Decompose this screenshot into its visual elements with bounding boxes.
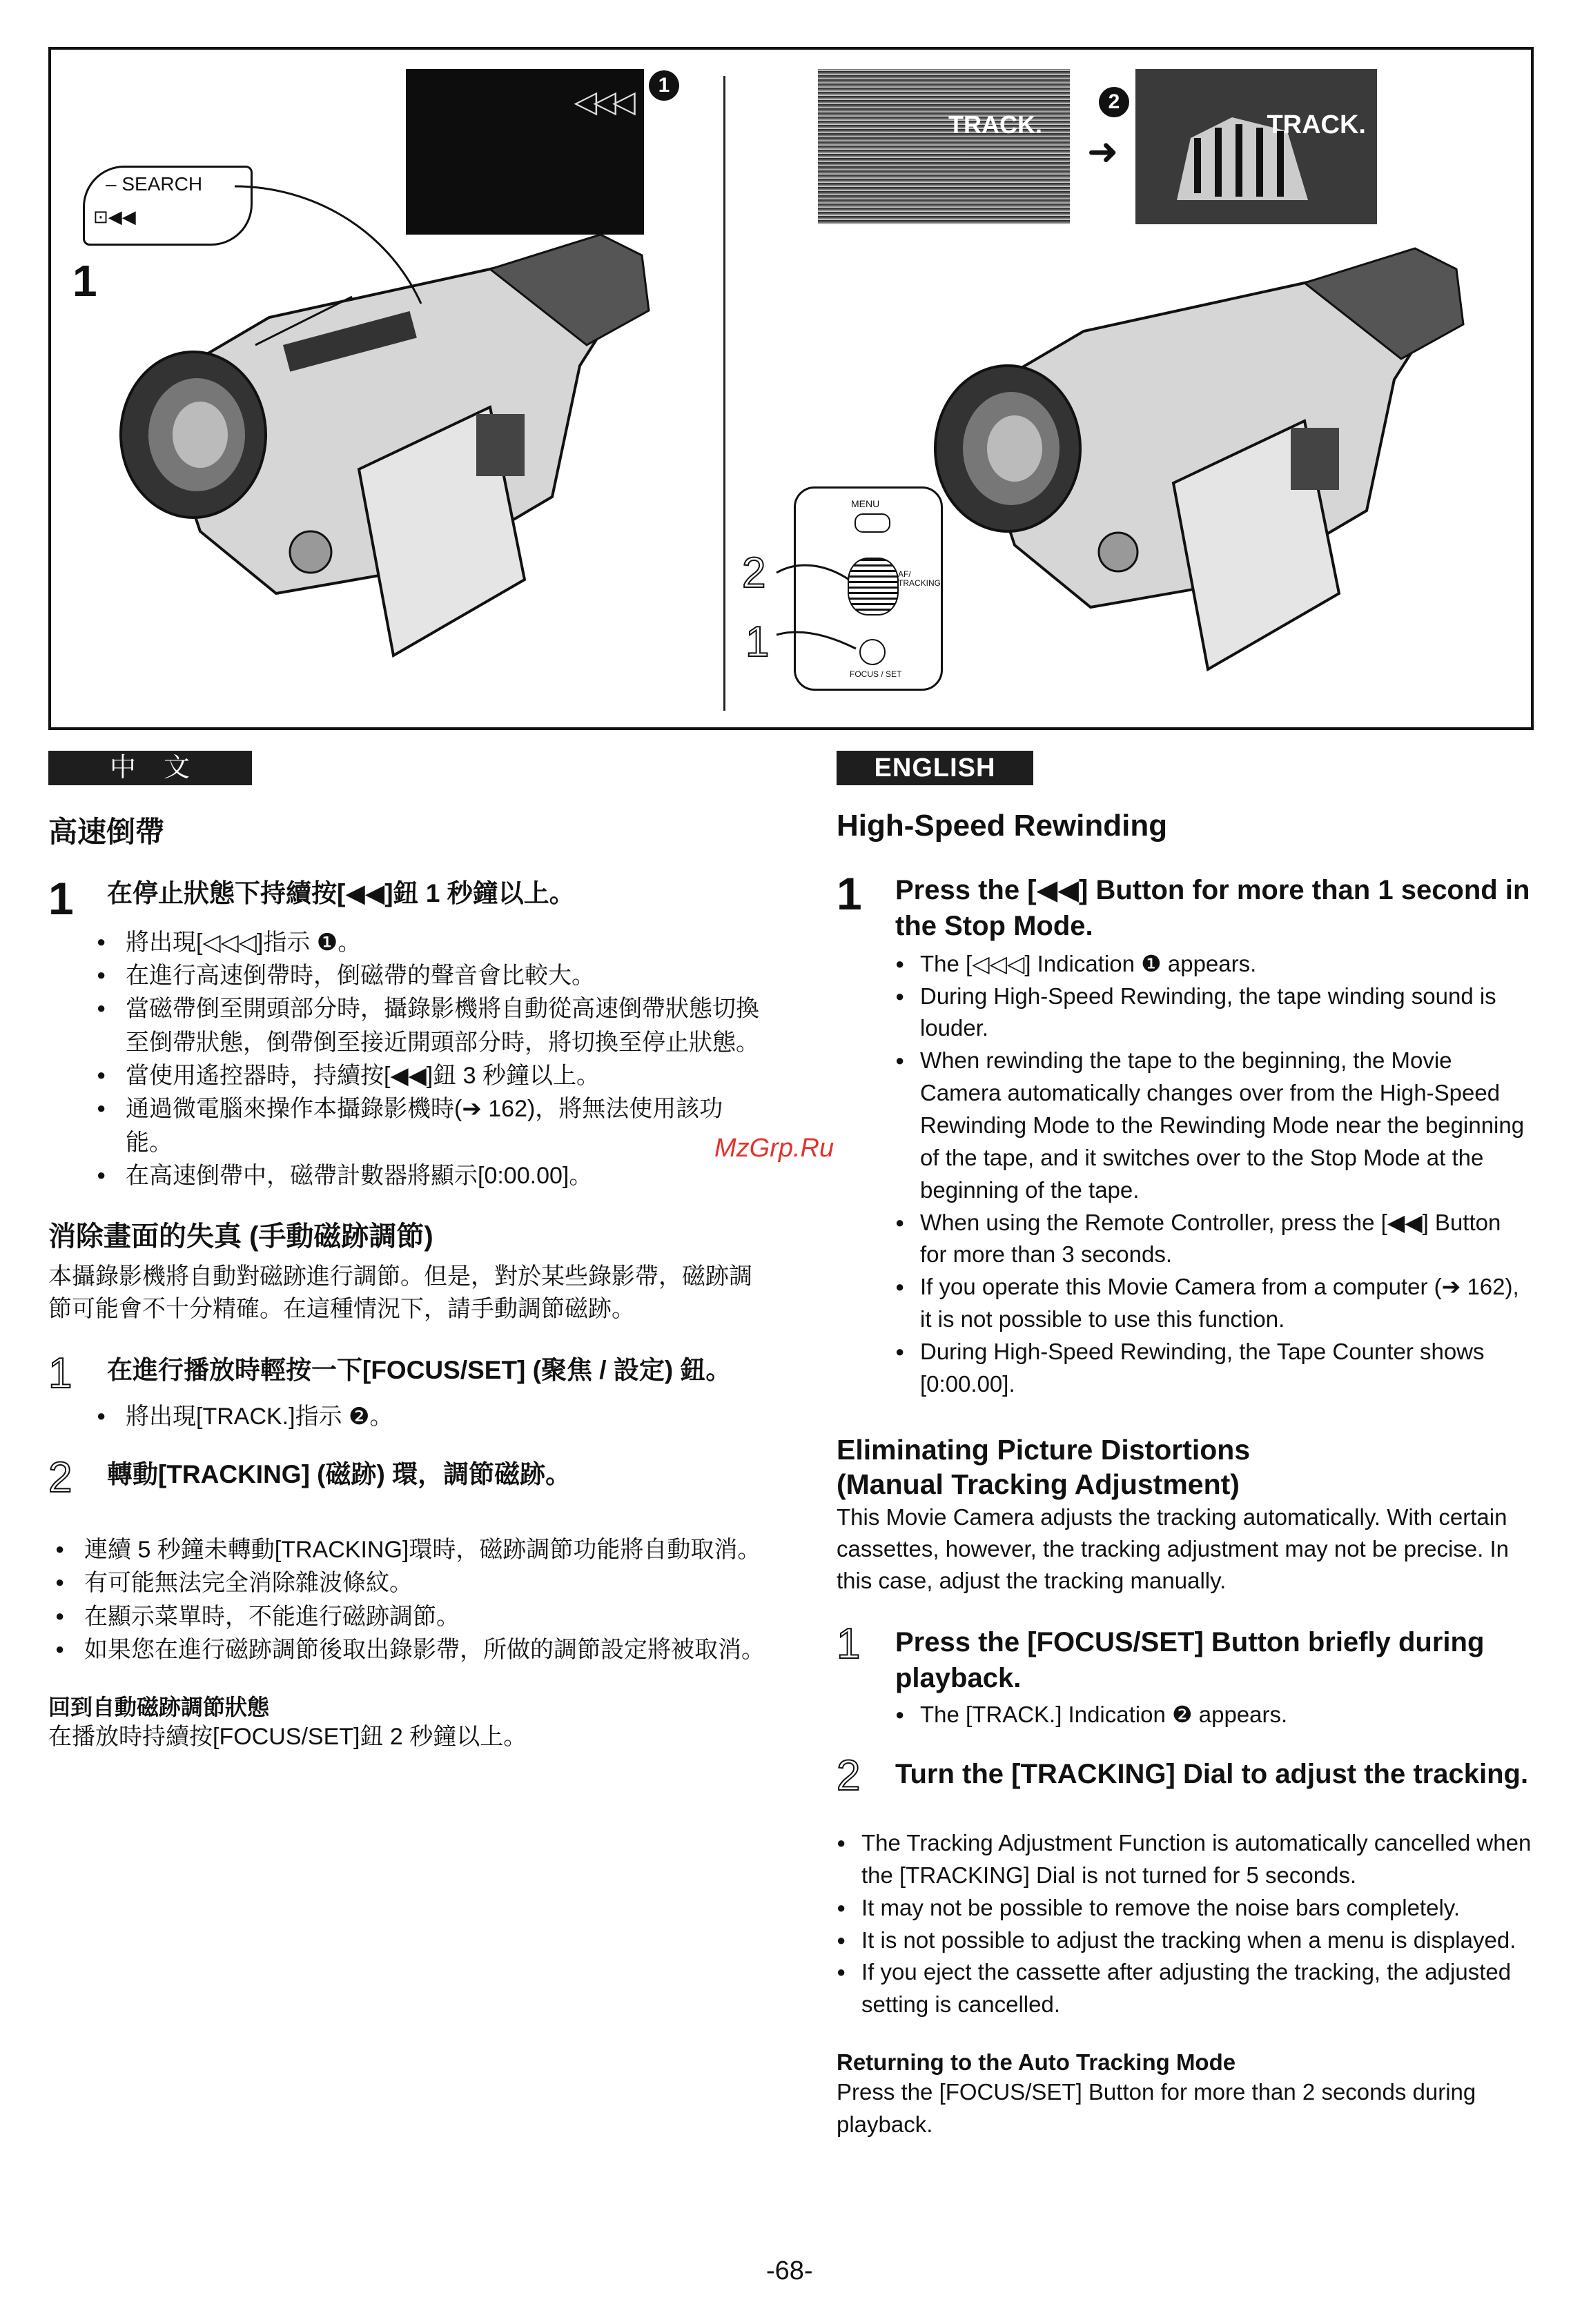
chinese-title: 高速倒帶 bbox=[48, 816, 165, 848]
step-number: 1 bbox=[837, 867, 862, 919]
af-tracking-label: AF/ TRACKING bbox=[898, 569, 941, 589]
step-instruction: Press the [◀◀] Button for more than 1 second in the Stop Mode. bbox=[895, 874, 1530, 941]
chinese-section-2-intro: 本攝錄影機將自動對磁跡進行調節。但是，對於某些錄影帶，磁跡調節可能會不十分精確。在這種情況下，請手動調節磁跡。 bbox=[48, 1263, 752, 1323]
bullet-item: ● During High-Speed Rewinding, the Tape Counter shows [0:00.00]. bbox=[895, 1336, 1534, 1401]
english-title: High-Speed Rewinding bbox=[837, 809, 1168, 843]
indicator-1-badge: 1 bbox=[649, 70, 679, 101]
note-item: ● 如果您在進行磁跡調節後取出錄影帶，所做的調節設定將被取消。 bbox=[48, 1633, 770, 1666]
chinese-return-text: 在播放時持續按[FOCUS/SET]鈕 2 秒鐘以上。 bbox=[48, 1724, 527, 1751]
section-title-line: Eliminating Picture Distortions bbox=[837, 1433, 1251, 1466]
step-1-callout: 1 bbox=[72, 256, 97, 306]
step-number: 1 bbox=[48, 1350, 72, 1398]
chinese-step-2a bbox=[48, 1350, 770, 1398]
note-item: ● It may not be possible to remove the noise bars completely. bbox=[837, 1892, 1534, 1924]
note-item: ● It is not possible to adjust the tracking when a menu is displayed. bbox=[837, 1924, 1534, 1957]
step-instruction: 在進行播放時輕按一下[FOCUS/SET] (聚焦 / 設定) 鈕。 bbox=[107, 1356, 732, 1385]
step-number: 1 bbox=[48, 873, 74, 925]
bullet-item: ● When using the Remote Controller, press the [◀◀] Button for more than 3 seconds. bbox=[895, 1207, 1534, 1272]
chinese-step-2a-bullets bbox=[90, 1400, 770, 1433]
callout-2-number: 2 bbox=[742, 549, 766, 597]
chinese-section-2-title: 消除畫面的失真 (手動磁跡調節) bbox=[48, 1221, 433, 1252]
bullet-item: ● 當磁帶倒至開頭部分時，攝錄影機將自動從高速倒帶狀態切換至倒帶狀態，倒帶倒至接近開頭部分時，將切換至停止狀態。 bbox=[90, 992, 770, 1059]
step-instruction: 轉動[TRACKING] (磁跡) 環，調節磁跡。 bbox=[107, 1460, 572, 1489]
indicator-2-badge: 2 bbox=[1099, 87, 1129, 117]
note-item: ● 在顯示菜單時，不能進行磁跡調節。 bbox=[48, 1600, 770, 1633]
step-number: 2 bbox=[48, 1454, 72, 1502]
track-clear-screen bbox=[1135, 69, 1377, 224]
focus-set-label: FOCUS / SET bbox=[850, 669, 902, 679]
menu-label: MENU bbox=[851, 498, 880, 509]
step-instruction: 在停止狀態下持續按[◀◀]鈕 1 秒鐘以上。 bbox=[107, 879, 575, 908]
bullet-item: ● 當使用遙控器時，持續按[◀◀]鈕 3 秒鐘以上。 bbox=[90, 1059, 770, 1092]
zebra-picture bbox=[1135, 69, 1377, 224]
inset-callout-lines bbox=[773, 552, 870, 662]
track-indicator-noisy: TRACK. bbox=[948, 110, 1042, 139]
menu-button[interactable] bbox=[855, 513, 890, 533]
english-return-text: Press the [FOCUS/SET] Button for more than 2 seconds during playback. bbox=[837, 2079, 1476, 2137]
english-step-2a-bullets bbox=[895, 1699, 1534, 1731]
search-label: – SEARCH bbox=[106, 173, 203, 195]
english-section-2-intro: This Movie Camera adjusts the tracking automatically. With certain cassettes, however, the tracking adjustment may not be precise. In this case, adjust the tracking manually. bbox=[837, 1504, 1509, 1594]
bullet-item: ● When rewinding the tape to the beginning, the Movie Camera automatically changes over from the High-Speed Rewinding Mode to the Rewinding Mode near the beginning of the tape, and it switches over to the Stop Mode at the beginning of the tape. bbox=[895, 1045, 1534, 1206]
track-noisy-screen bbox=[818, 69, 1070, 224]
chinese-step-1-bullets bbox=[90, 926, 770, 1192]
step-instruction: Press the [FOCUS/SET] Button briefly during playback. bbox=[895, 1627, 1485, 1694]
chinese-step-2b bbox=[48, 1454, 770, 1502]
search-rewind-icon: ⊡◀◀ bbox=[93, 206, 136, 227]
watermark: MzGrp.Ru bbox=[714, 1134, 834, 1163]
chinese-notes bbox=[48, 1533, 770, 1666]
bullet-item: ● During High-Speed Rewinding, the tape winding sound is louder. bbox=[895, 981, 1534, 1045]
bullet-item: ● The [TRACK.] Indication ❷ appears. bbox=[895, 1699, 1534, 1731]
callout-1-number: 1 bbox=[745, 618, 770, 666]
bullet-item: ● The [◁◁◁] Indication ❶ appears. bbox=[895, 948, 1534, 981]
step-number: 1 bbox=[837, 1620, 861, 1668]
bullet-item: ● If you operate this Movie Camera from a computer (➔ 162), it is not possible to use this function. bbox=[895, 1271, 1534, 1336]
bullet-item: ● 通過微電腦來操作本攝錄影機時(➔ 162)，將無法使用該功能。 bbox=[90, 1092, 770, 1159]
note-item: ● The Tracking Adjustment Function is automatically cancelled when the [TRACKING] Dial is not turned for 5 seconds. bbox=[837, 1827, 1534, 1892]
figure-divider bbox=[723, 76, 725, 711]
camcorder-right-illustration bbox=[918, 235, 1512, 718]
track-indicator-clear: TRACK. bbox=[1267, 110, 1366, 139]
english-column bbox=[837, 807, 1534, 2140]
step-number: 2 bbox=[837, 1752, 861, 1800]
bullet-item: ● 在進行高速倒帶時，倒磁帶的聲音會比較大。 bbox=[90, 959, 770, 992]
note-item: ● 連續 5 秒鐘未轉動[TRACKING]環時，磁跡調節功能將自動取消。 bbox=[48, 1533, 770, 1566]
callout-line-left bbox=[228, 173, 435, 311]
chinese-column bbox=[48, 814, 770, 1754]
english-language-label: ENGLISH bbox=[837, 751, 1033, 785]
bullet-item: ● 在高速倒帶中，磁帶計數器將顯示[0:00.00]。 bbox=[90, 1159, 770, 1192]
bullet-item: ● 將出現[◁◁◁]指示 ❶。 bbox=[90, 926, 770, 959]
page-number: -68- bbox=[766, 2256, 813, 2285]
english-step-2a bbox=[837, 1620, 1534, 1696]
english-return-title: Returning to the Auto Tracking Mode bbox=[837, 2049, 1236, 2076]
section-title-line: (Manual Tracking Adjustment) bbox=[837, 1468, 1240, 1500]
rewind-indicator: ◁◁◁ bbox=[574, 85, 632, 119]
english-step-1-bullets bbox=[895, 948, 1534, 1401]
note-item: ● 有可能無法完全消除雜波條紋。 bbox=[48, 1566, 770, 1599]
bullet-item: ● 將出現[TRACK.]指示 ❷。 bbox=[90, 1400, 770, 1433]
note-item: ● If you eject the cassette after adjusting the tracking, the adjusted setting is cancelled. bbox=[837, 1956, 1534, 2021]
english-step-1 bbox=[837, 867, 1534, 944]
english-notes bbox=[837, 1827, 1534, 2021]
step-instruction: Turn the [TRACKING] Dial to adjust the tracking. bbox=[895, 1759, 1529, 1790]
english-step-2b bbox=[837, 1752, 1534, 1800]
arrow-right-icon: ➜ bbox=[1087, 131, 1119, 173]
chinese-language-label: 中 文 bbox=[48, 751, 252, 785]
english-section-2-title bbox=[837, 1432, 1534, 1501]
chinese-return-title: 回到自動磁跡調節狀態 bbox=[48, 1695, 270, 1720]
chinese-step-1 bbox=[48, 873, 770, 925]
